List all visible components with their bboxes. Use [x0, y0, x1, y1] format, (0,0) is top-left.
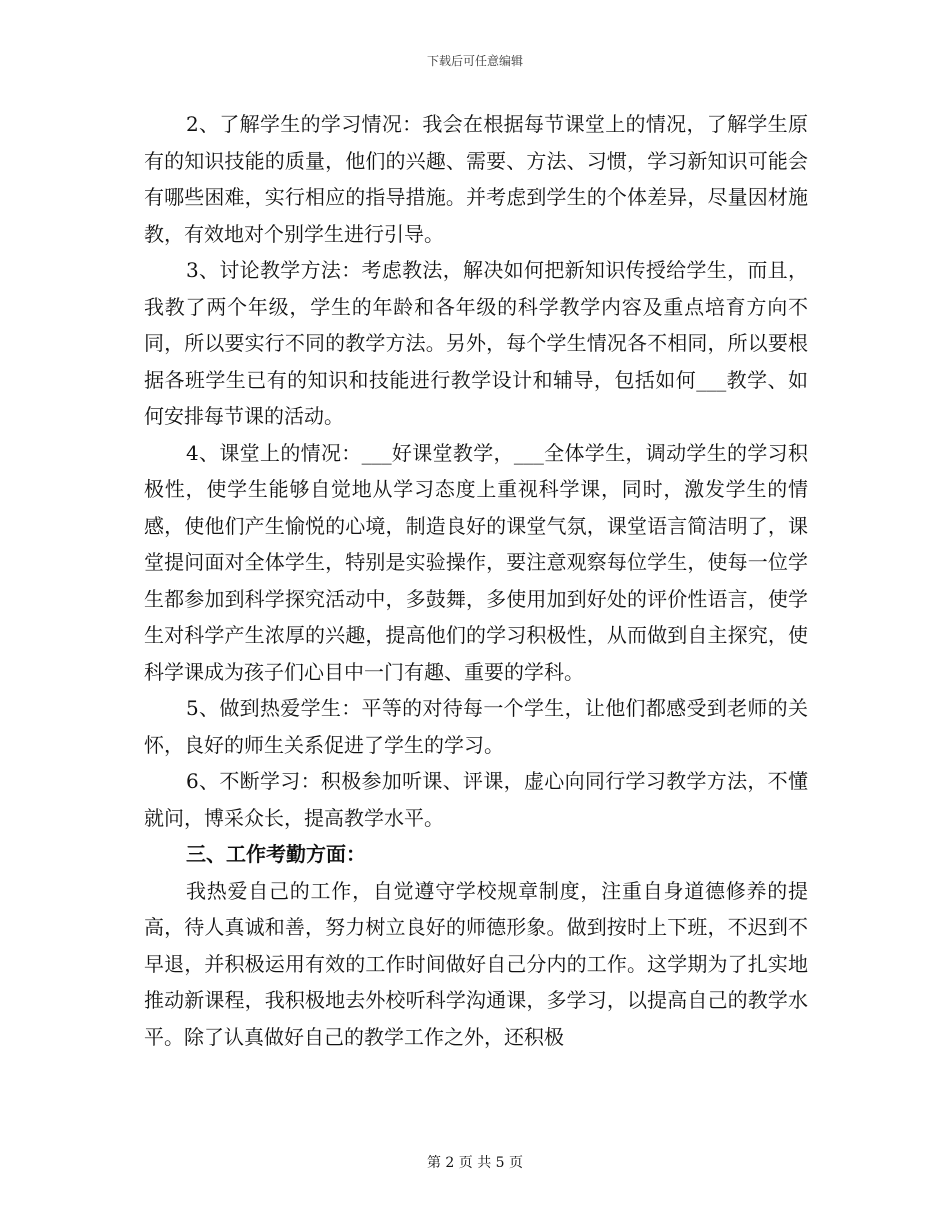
- paragraph-item-6: 6、不断学习：积极参加听课、评课，虚心向同行学习教学方法，不懂就问，博采众长，提高教学水平。: [144, 769, 808, 830]
- paragraph-item-3: 3、讨论教学方法：考虑教法，解决如何把新知识传授给学生，而且，我教了两个年级，学生的年龄和各年级的科学教学内容及重点培育方向不同，所以要实行不同的教学方法。另外，每个学生情况各不相同，所以要根据各班学生已有的知识和技能进行教学设计和辅导，包括如何___教学、如何安排每节课的活动。: [144, 258, 808, 428]
- section-heading: 三、工作考勤方面：: [186, 842, 366, 866]
- paragraph-item-2: 2、了解学生的学习情况：我会在根据每节课堂上的情况，了解学生原有的知识技能的质量，他们的兴趣、需要、方法、习惯，学习新知识可能会有哪些困难，实行相应的指导措施。并考虑到学生的个体差异，尽量因材施教，有效地对个别学生进行引导。: [144, 112, 808, 246]
- section-paragraph: 我热爱自己的工作，自觉遵守学校规章制度，注重自身道德修养的提高，待人真诚和善，努力树立良好的师德形象。做到按时上下班，不迟到不早退，并积极运用有效的工作时间做好自己分内的工作。这学期为了扎实地推动新课程，我积极地去外校听科学沟通课，多学习，以提高自己的教学水平。除了认真做好自己的教学工作之外，还积极: [144, 878, 808, 1049]
- paragraph-item-5: 5、做到热爱学生：平等的对待每一个学生，让他们都感受到老师的关怀，良好的师生关系促进了学生的学习。: [144, 696, 808, 757]
- document-body: [144, 106, 808, 1055]
- paragraph-item-4: 4、课堂上的情况：___好课堂教学，___全体学生，调动学生的学习积极性，使学生能够自觉地从学习态度上重视科学课，同时，激发学生的情感，使他们产生愉悦的心境，制造良好的课堂气氛，课堂语言简洁明了，课堂提问面对全体学生，特别是实验操作，要注意观察每位学生，使每一位学生都参加到科学探究活动中，多鼓舞，多使用加到好处的评价性语言，使学生对科学产生浓厚的兴趣，提高他们的学习积极性，从而做到自主探究，使科学课成为孩子们心目中一门有趣、重要的学科。: [144, 440, 808, 684]
- page-number-footer: 第 2 页 共 5 页: [426, 1155, 524, 1171]
- page-header: 下载后可任意编辑: [426, 54, 523, 68]
